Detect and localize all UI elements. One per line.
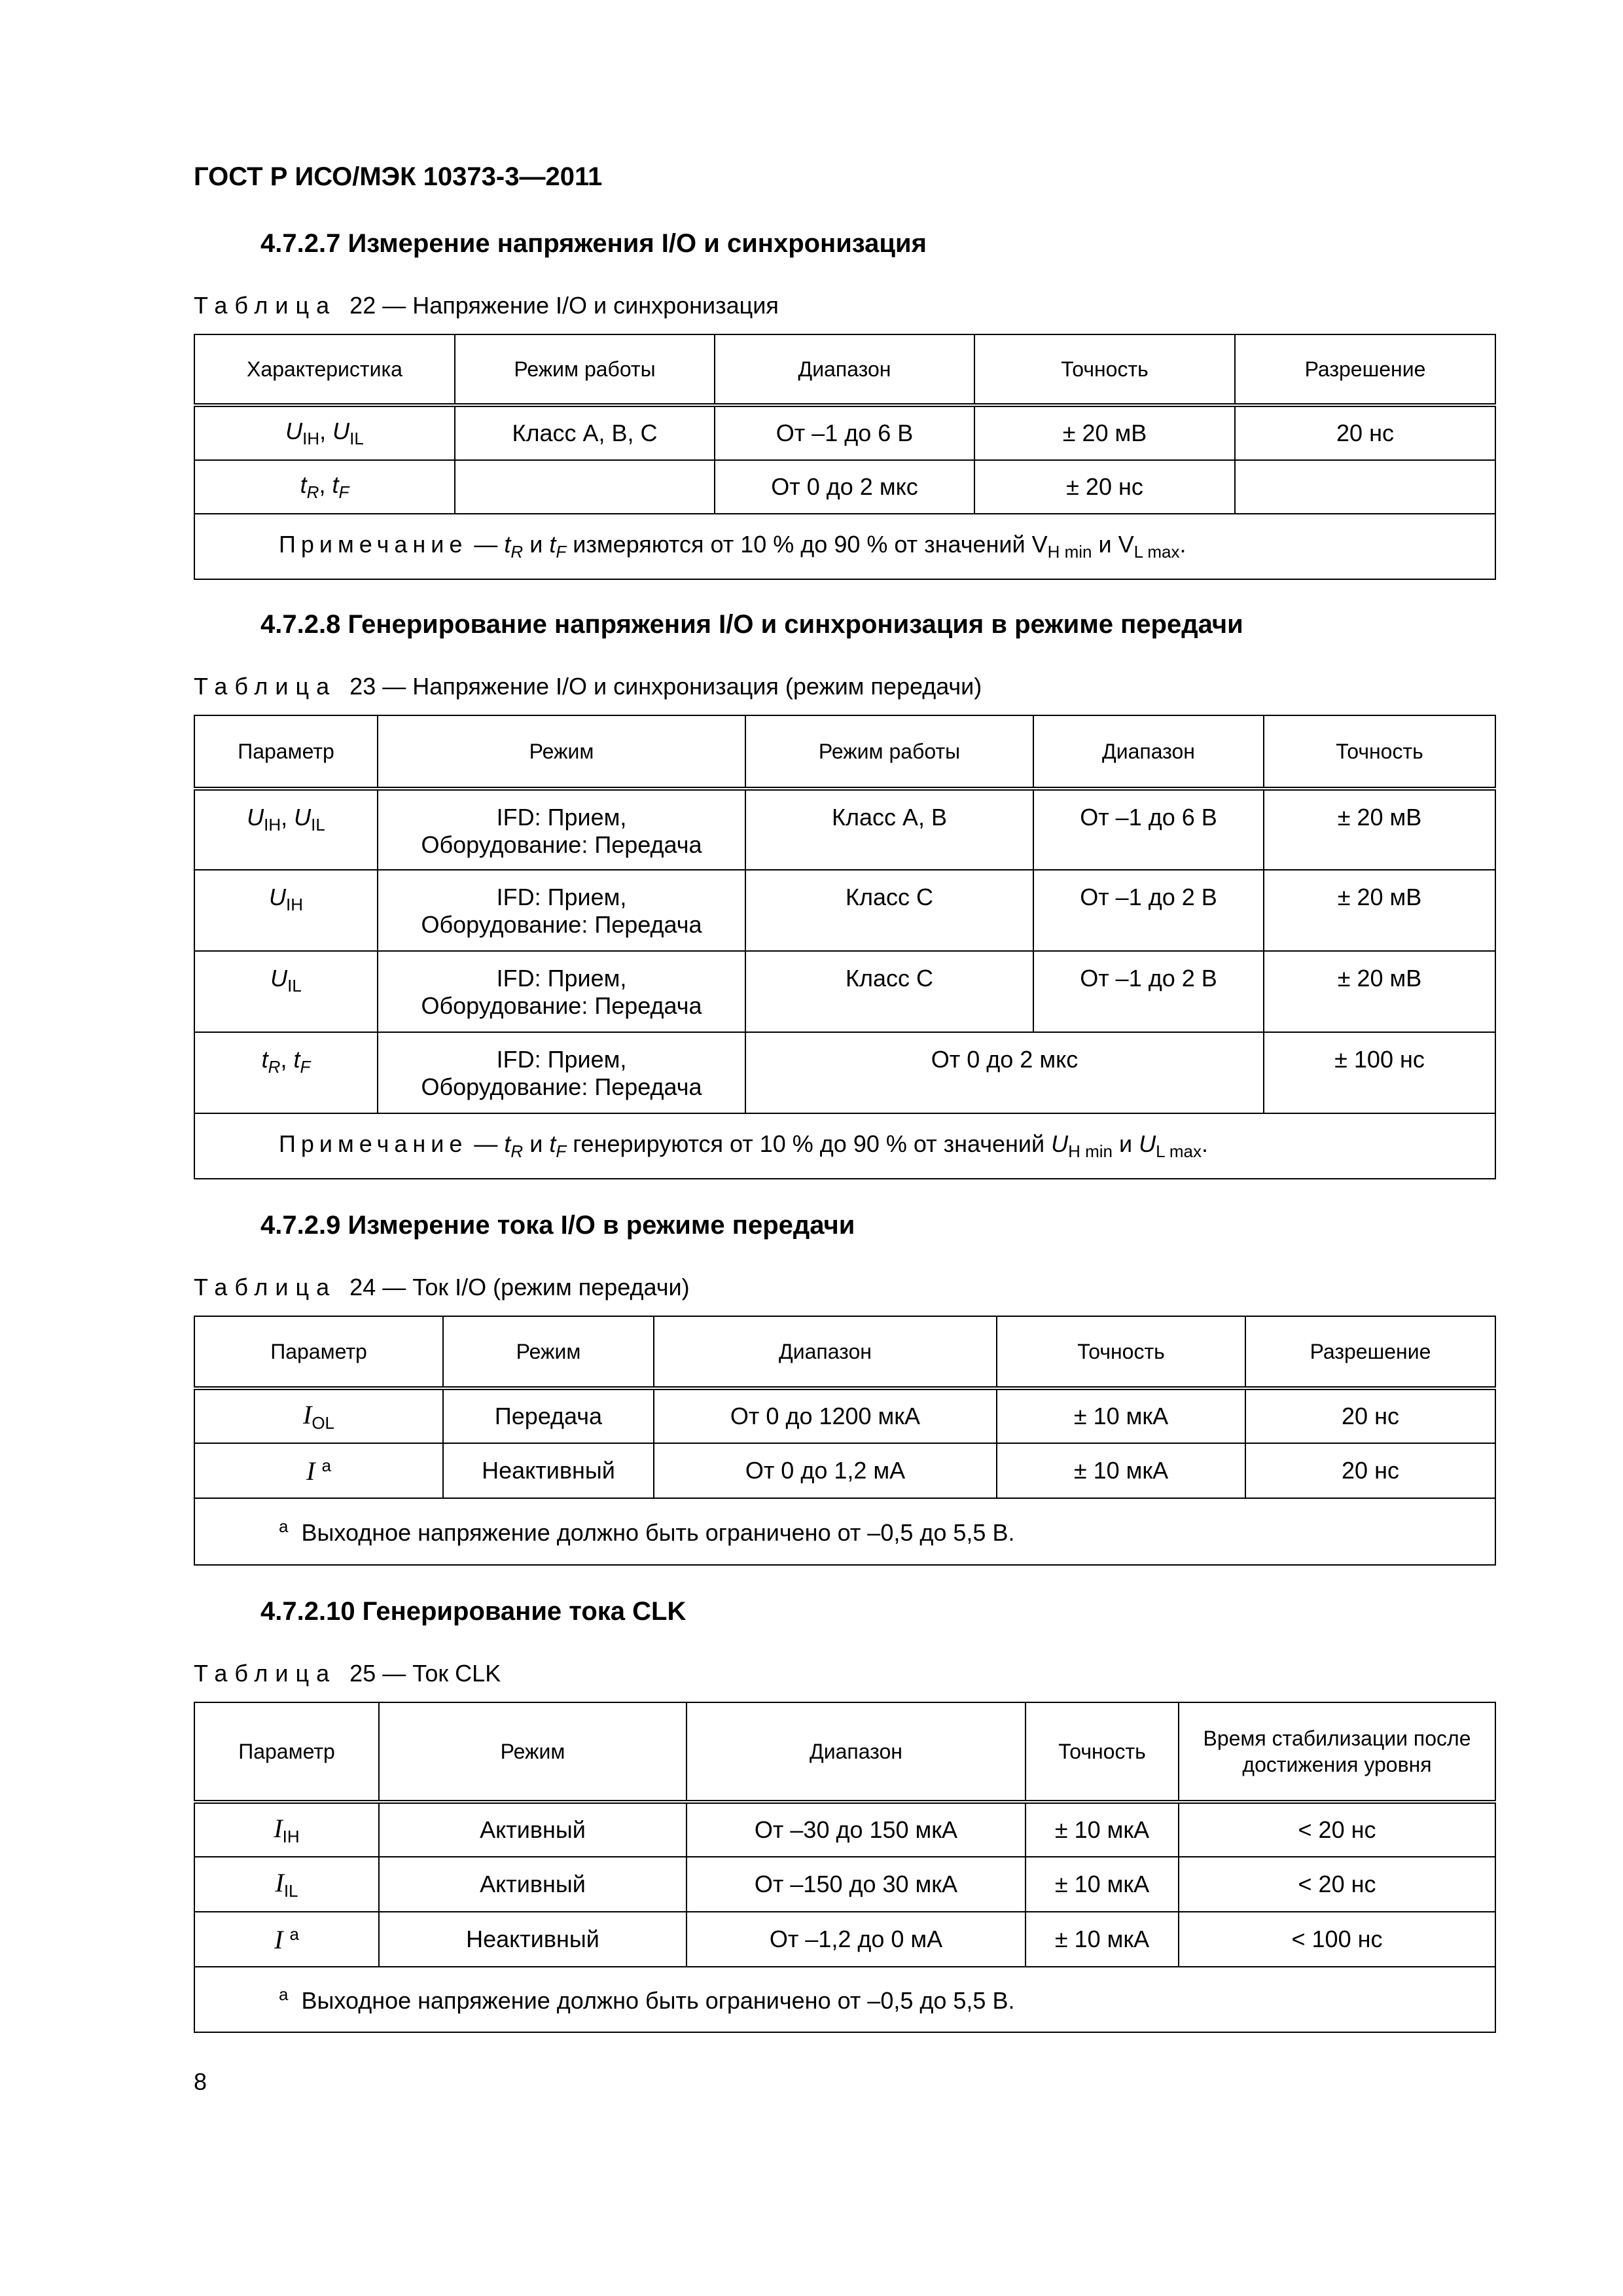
symbol-cell: $t_R$, $t_F$ <box>194 460 455 514</box>
table-24 <box>194 1316 1496 1566</box>
page-number: 8 <box>194 2068 207 2095</box>
table-row <box>194 1912 1495 1967</box>
document-header: ГОСТ Р ИСО/МЭК 10373-3—2011 <box>194 162 603 191</box>
accuracy-cell: ± 10 мкА <box>997 1388 1245 1443</box>
section-title-4727: 4.7.2.7 Измерение напряжения I/O и синхронизация <box>260 229 927 258</box>
symbol-cell: $I_{IL}$ <box>194 1857 379 1912</box>
column-header: Диапазон <box>654 1316 997 1388</box>
range-cell: От –1 до 2 В <box>1033 870 1264 951</box>
column-header: Точность <box>1026 1702 1179 1802</box>
column-header: Режим <box>379 1702 687 1802</box>
settle-time-cell: < 100 нс <box>1179 1912 1495 1967</box>
table-row <box>194 1857 1495 1912</box>
table-label: Таблица <box>194 673 337 700</box>
table-footnote-row <box>194 1967 1495 2032</box>
range-cell: От 0 до 2 мкс <box>715 460 974 514</box>
column-header: Параметр <box>194 1316 443 1388</box>
table-24-caption <box>194 1274 690 1301</box>
range-cell: От –150 до 30 мкА <box>687 1857 1026 1912</box>
table-note-row <box>194 1113 1495 1179</box>
table-caption-text: 25 — Ток CLK <box>349 1660 501 1687</box>
range-cell: От –1,2 до 0 мА <box>687 1912 1026 1967</box>
accuracy-cell: ± 20 мВ <box>974 405 1235 460</box>
column-header: Диапазон <box>687 1702 1026 1802</box>
table-row <box>194 1443 1495 1498</box>
table-caption-text: 24 — Ток I/O (режим передачи) <box>349 1274 690 1300</box>
symbol-cell: $I_{IH}$ <box>194 1802 379 1857</box>
table-row <box>194 405 1495 460</box>
symbol-cell: $t_R$, $t_F$ <box>194 1032 378 1113</box>
mode-cell: Активный <box>379 1857 687 1912</box>
column-header: Параметр <box>194 1702 379 1802</box>
table-row <box>194 460 1495 514</box>
range-cell: От –30 до 150 мкА <box>687 1802 1026 1857</box>
column-header: Диапазон <box>715 334 974 405</box>
section-title-4728: 4.7.2.8 Генерирование напряжения I/O и синхронизация в режиме передачи <box>260 610 1243 639</box>
accuracy-cell: ± 10 мкА <box>1026 1912 1179 1967</box>
table-25-caption <box>194 1660 501 1687</box>
settle-time-cell: < 20 нс <box>1179 1857 1495 1912</box>
accuracy-cell: ± 20 мВ <box>1264 870 1495 951</box>
accuracy-cell: ± 10 мкА <box>1026 1802 1179 1857</box>
symbol-cell: $U_{IL}$ <box>194 951 378 1032</box>
range-cell: От –1 до 6 В <box>715 405 974 460</box>
table-23-caption <box>194 673 982 700</box>
column-header: Разрешение <box>1245 1316 1495 1388</box>
symbol-cell: $U_{IH}$, $U_{IL}$ <box>194 405 455 460</box>
column-header: Разрешение <box>1235 334 1495 405</box>
column-header: Точность <box>997 1316 1245 1388</box>
column-header: Параметр <box>194 715 378 789</box>
table-footnote-row <box>194 1498 1495 1565</box>
symbol-cell: $I_{OL}$ <box>194 1388 443 1443</box>
section-title-4729: 4.7.2.9 Измерение тока I/O в режиме передачи <box>260 1211 855 1240</box>
column-header: Режим <box>378 715 745 789</box>
table-caption-text: 23 — Напряжение I/O и синхронизация (режим передачи) <box>349 673 982 700</box>
mode-cell: Неактивный <box>443 1443 654 1498</box>
table-note-row <box>194 514 1495 579</box>
table-23 <box>194 715 1496 1179</box>
mode-cell: IFD: Прием, Оборудование: Передача <box>378 789 745 870</box>
table-row <box>194 951 1495 1032</box>
table-footnote: $^a$ Выходное напряжение должно быть ограничено от –0,5 до 5,5 В. <box>194 1967 1495 2032</box>
table-row <box>194 870 1495 951</box>
table-row <box>194 1802 1495 1857</box>
symbol-cell: $U_{IH}$, $U_{IL}$ <box>194 789 378 870</box>
range-cell: От 0 до 1,2 мА <box>654 1443 997 1498</box>
table-label: Таблица <box>194 292 337 319</box>
accuracy-cell: ± 100 нс <box>1264 1032 1495 1113</box>
op-mode-cell: Класс А, В <box>745 789 1033 870</box>
range-cell: От –1 до 2 В <box>1033 951 1264 1032</box>
symbol-cell: I $^a$ <box>194 1912 379 1967</box>
table-caption-text: 22 — Напряжение I/O и синхронизация <box>349 292 779 319</box>
accuracy-cell: ± 20 нс <box>974 460 1235 514</box>
mode-cell: IFD: Прием, Оборудование: Передача <box>378 951 745 1032</box>
mode-cell: Класс А, В, С <box>455 405 715 460</box>
accuracy-cell: ± 20 мВ <box>1264 789 1495 870</box>
op-mode-cell: Класс С <box>745 951 1033 1032</box>
section-title-47210: 4.7.2.10 Генерирование тока CLK <box>260 1597 687 1626</box>
range-cell: От 0 до 2 мкс <box>745 1032 1264 1113</box>
table-label: Таблица <box>194 1660 337 1687</box>
table-note: Примечание — $t_R$ и $t_F$ измеряются от 10 % до 90 % от значений $V_{H min}$ и $V_{L max}$. <box>194 514 1495 579</box>
table-row <box>194 1388 1495 1443</box>
symbol-cell: I $^a$ <box>194 1443 443 1498</box>
mode-cell: Неактивный <box>379 1912 687 1967</box>
mode-cell <box>455 460 715 514</box>
settle-time-cell: < 20 нс <box>1179 1802 1495 1857</box>
column-header: Диапазон <box>1033 715 1264 789</box>
column-header: Точность <box>1264 715 1495 789</box>
resolution-cell: 20 нс <box>1245 1443 1495 1498</box>
accuracy-cell: ± 20 мВ <box>1264 951 1495 1032</box>
column-header: Режим <box>443 1316 654 1388</box>
table-label: Таблица <box>194 1274 337 1300</box>
table-row <box>194 789 1495 870</box>
symbol-cell: $U_{IH}$ <box>194 870 378 951</box>
accuracy-cell: ± 10 мкА <box>1026 1857 1179 1912</box>
range-cell: От 0 до 1200 мкА <box>654 1388 997 1443</box>
table-22-caption <box>194 292 779 319</box>
table-note: Примечание — $t_R$ и $t_F$ генерируются от 10 % до 90 % от значений $U_{H min}$ и $U_{L max}$. <box>194 1113 1495 1179</box>
column-header: Режим работы <box>745 715 1033 789</box>
resolution-cell: 20 нс <box>1245 1388 1495 1443</box>
mode-cell: IFD: Прием, Оборудование: Передача <box>378 870 745 951</box>
table-footnote: $^a$ Выходное напряжение должно быть ограничено от –0,5 до 5,5 В. <box>194 1498 1495 1565</box>
table-25 <box>194 1702 1496 2033</box>
mode-cell: IFD: Прием, Оборудование: Передача <box>378 1032 745 1113</box>
mode-cell: Передача <box>443 1388 654 1443</box>
resolution-cell <box>1235 460 1495 514</box>
table-22 <box>194 334 1496 580</box>
column-header: Точность <box>974 334 1235 405</box>
column-header: Режим работы <box>455 334 715 405</box>
resolution-cell: 20 нс <box>1235 405 1495 460</box>
mode-cell: Активный <box>379 1802 687 1857</box>
column-header: Время стабилизации после достижения уровня <box>1179 1702 1495 1802</box>
op-mode-cell: Класс С <box>745 870 1033 951</box>
accuracy-cell: ± 10 мкА <box>997 1443 1245 1498</box>
table-row <box>194 1032 1495 1113</box>
column-header: Характеристика <box>194 334 455 405</box>
range-cell: От –1 до 6 В <box>1033 789 1264 870</box>
